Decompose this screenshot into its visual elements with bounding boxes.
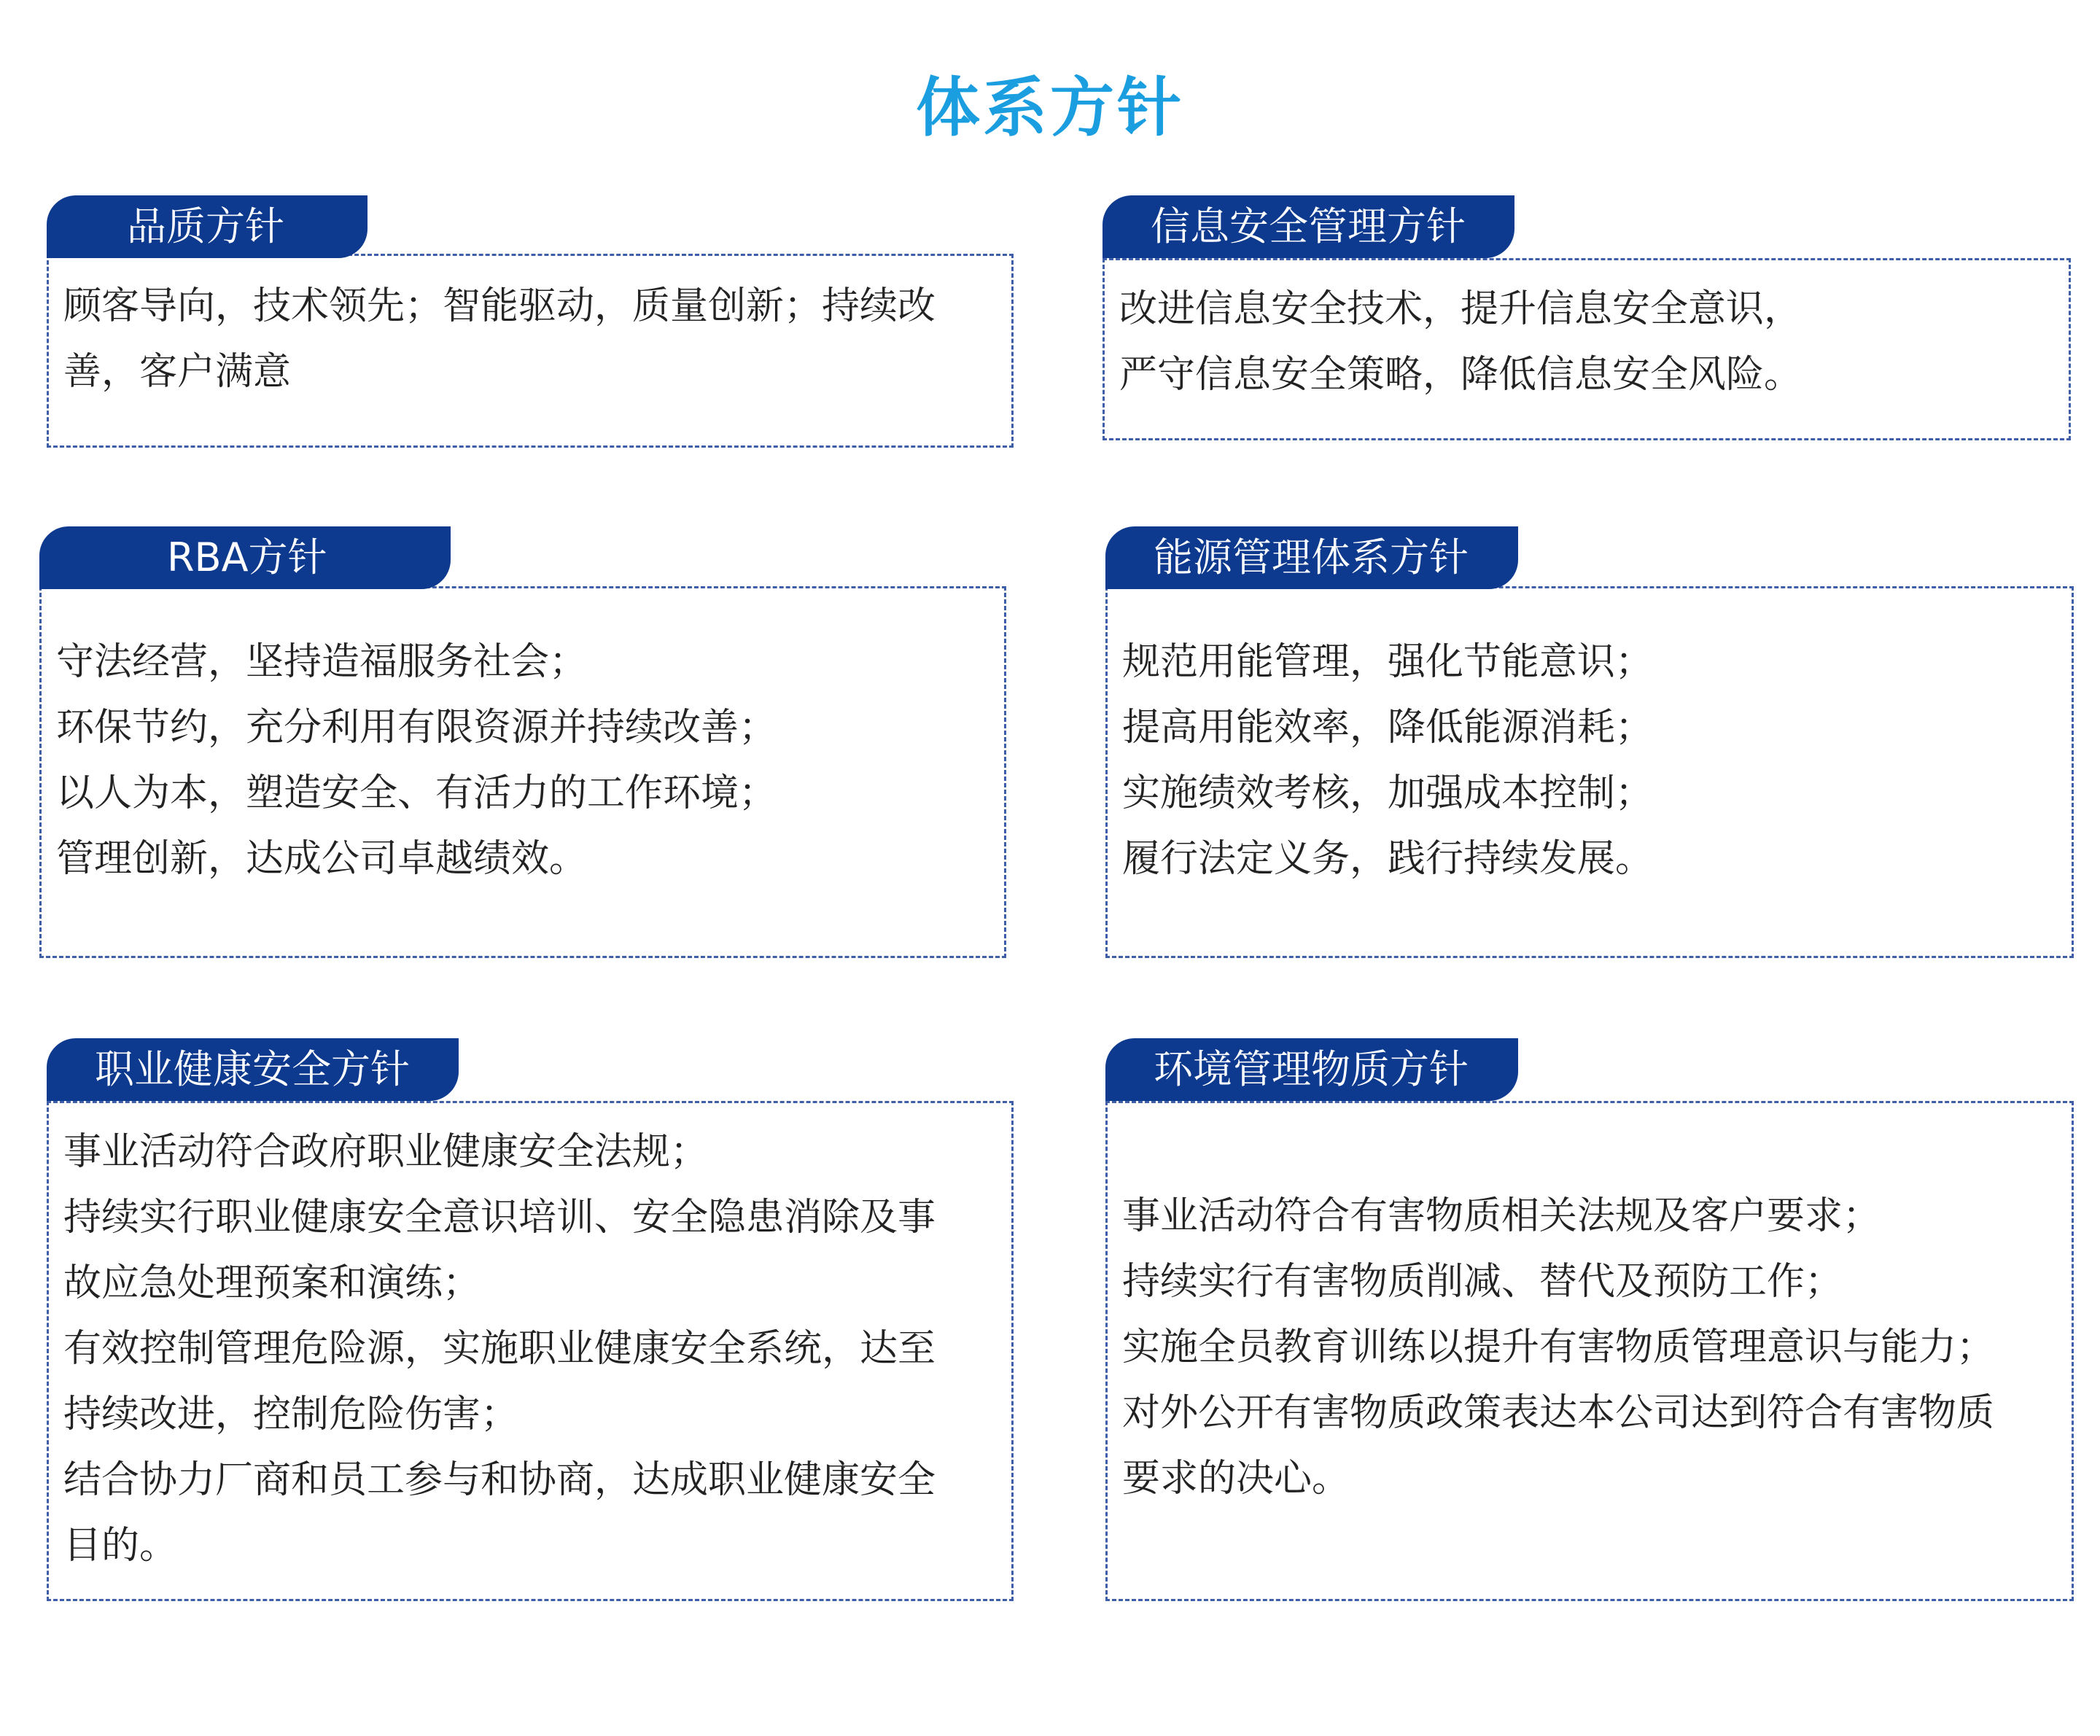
policy-card-quality	[47, 195, 1014, 448]
policy-card-heading: RBA方针	[39, 526, 451, 589]
policy-card-heading: 品质方针	[47, 195, 368, 258]
policy-line: 实施绩效考核，加强成本控制；	[1122, 771, 1654, 815]
policy-line: 顾客导向，技术领先；智能驱动，质量创新；持续改	[63, 284, 936, 328]
policy-card-body	[1105, 586, 2074, 958]
policy-line: 故应急处理预案和演练；	[63, 1261, 481, 1305]
page-title: 体系方针	[915, 70, 1184, 145]
policy-line: 守法经营，坚持造福服务社会；	[56, 640, 588, 684]
policy-line: 善，客户满意	[63, 350, 292, 394]
policy-card-body	[1102, 258, 2071, 440]
policy-line: 实施全员教育训练以提升有害物质管理意识与能力；	[1122, 1326, 1995, 1369]
policy-line: 事业活动符合有害物质相关法规及客户要求；	[1122, 1194, 1881, 1238]
policy-card-heading: 职业健康安全方针	[47, 1038, 459, 1101]
policy-card-heading: 能源管理体系方针	[1105, 526, 1518, 589]
policy-line: 对外公开有害物质政策表达本公司达到符合有害物质	[1122, 1391, 1995, 1435]
policy-line: 要求的决心。	[1122, 1457, 1350, 1500]
policy-line: 持续改进，控制危险伤害；	[63, 1393, 519, 1436]
policy-line: 改进信息安全技术，提升信息安全意识，	[1119, 287, 1802, 331]
policy-card-body	[39, 586, 1006, 958]
policy-card-heading: 信息安全管理方针	[1102, 195, 1514, 258]
policy-line: 履行法定义务，践行持续发展。	[1122, 837, 1654, 881]
policy-line: 规范用能管理，强化节能意识；	[1122, 640, 1654, 684]
policy-line: 事业活动符合政府职业健康安全法规；	[63, 1130, 709, 1174]
policy-line: 持续实行职业健康安全意识培训、安全隐患消除及事	[63, 1196, 936, 1239]
policy-line: 提高用能效率，降低能源消耗；	[1122, 706, 1654, 750]
policy-card-body	[47, 254, 1014, 448]
policy-line: 持续实行有害物质削减、替代及预防工作；	[1122, 1260, 1843, 1304]
policy-card-heading: 环境管理物质方针	[1105, 1038, 1518, 1101]
policy-card-occupational-health-safety	[47, 1038, 1014, 1601]
policy-card-body	[47, 1101, 1014, 1601]
policy-card-hazardous-substance	[1105, 1038, 2074, 1601]
policy-line: 以人为本，塑造安全、有活力的工作环境；	[56, 771, 777, 815]
policy-line: 目的。	[63, 1524, 178, 1568]
policy-line: 结合协力厂商和员工参与和协商，达成职业健康安全	[63, 1458, 936, 1502]
policy-card-rba	[39, 526, 1006, 958]
policy-line: 管理创新，达成公司卓越绩效。	[56, 837, 588, 881]
policy-card-information-security	[1102, 195, 2071, 440]
policy-card-energy-management	[1105, 526, 2074, 958]
policy-line: 环保节约，充分利用有限资源并持续改善；	[56, 706, 777, 750]
policy-line: 有效控制管理危险源，实施职业健康安全系统，达至	[63, 1327, 936, 1371]
policy-card-body	[1105, 1101, 2074, 1601]
policy-line: 严守信息安全策略，降低信息安全风险。	[1119, 353, 1802, 397]
